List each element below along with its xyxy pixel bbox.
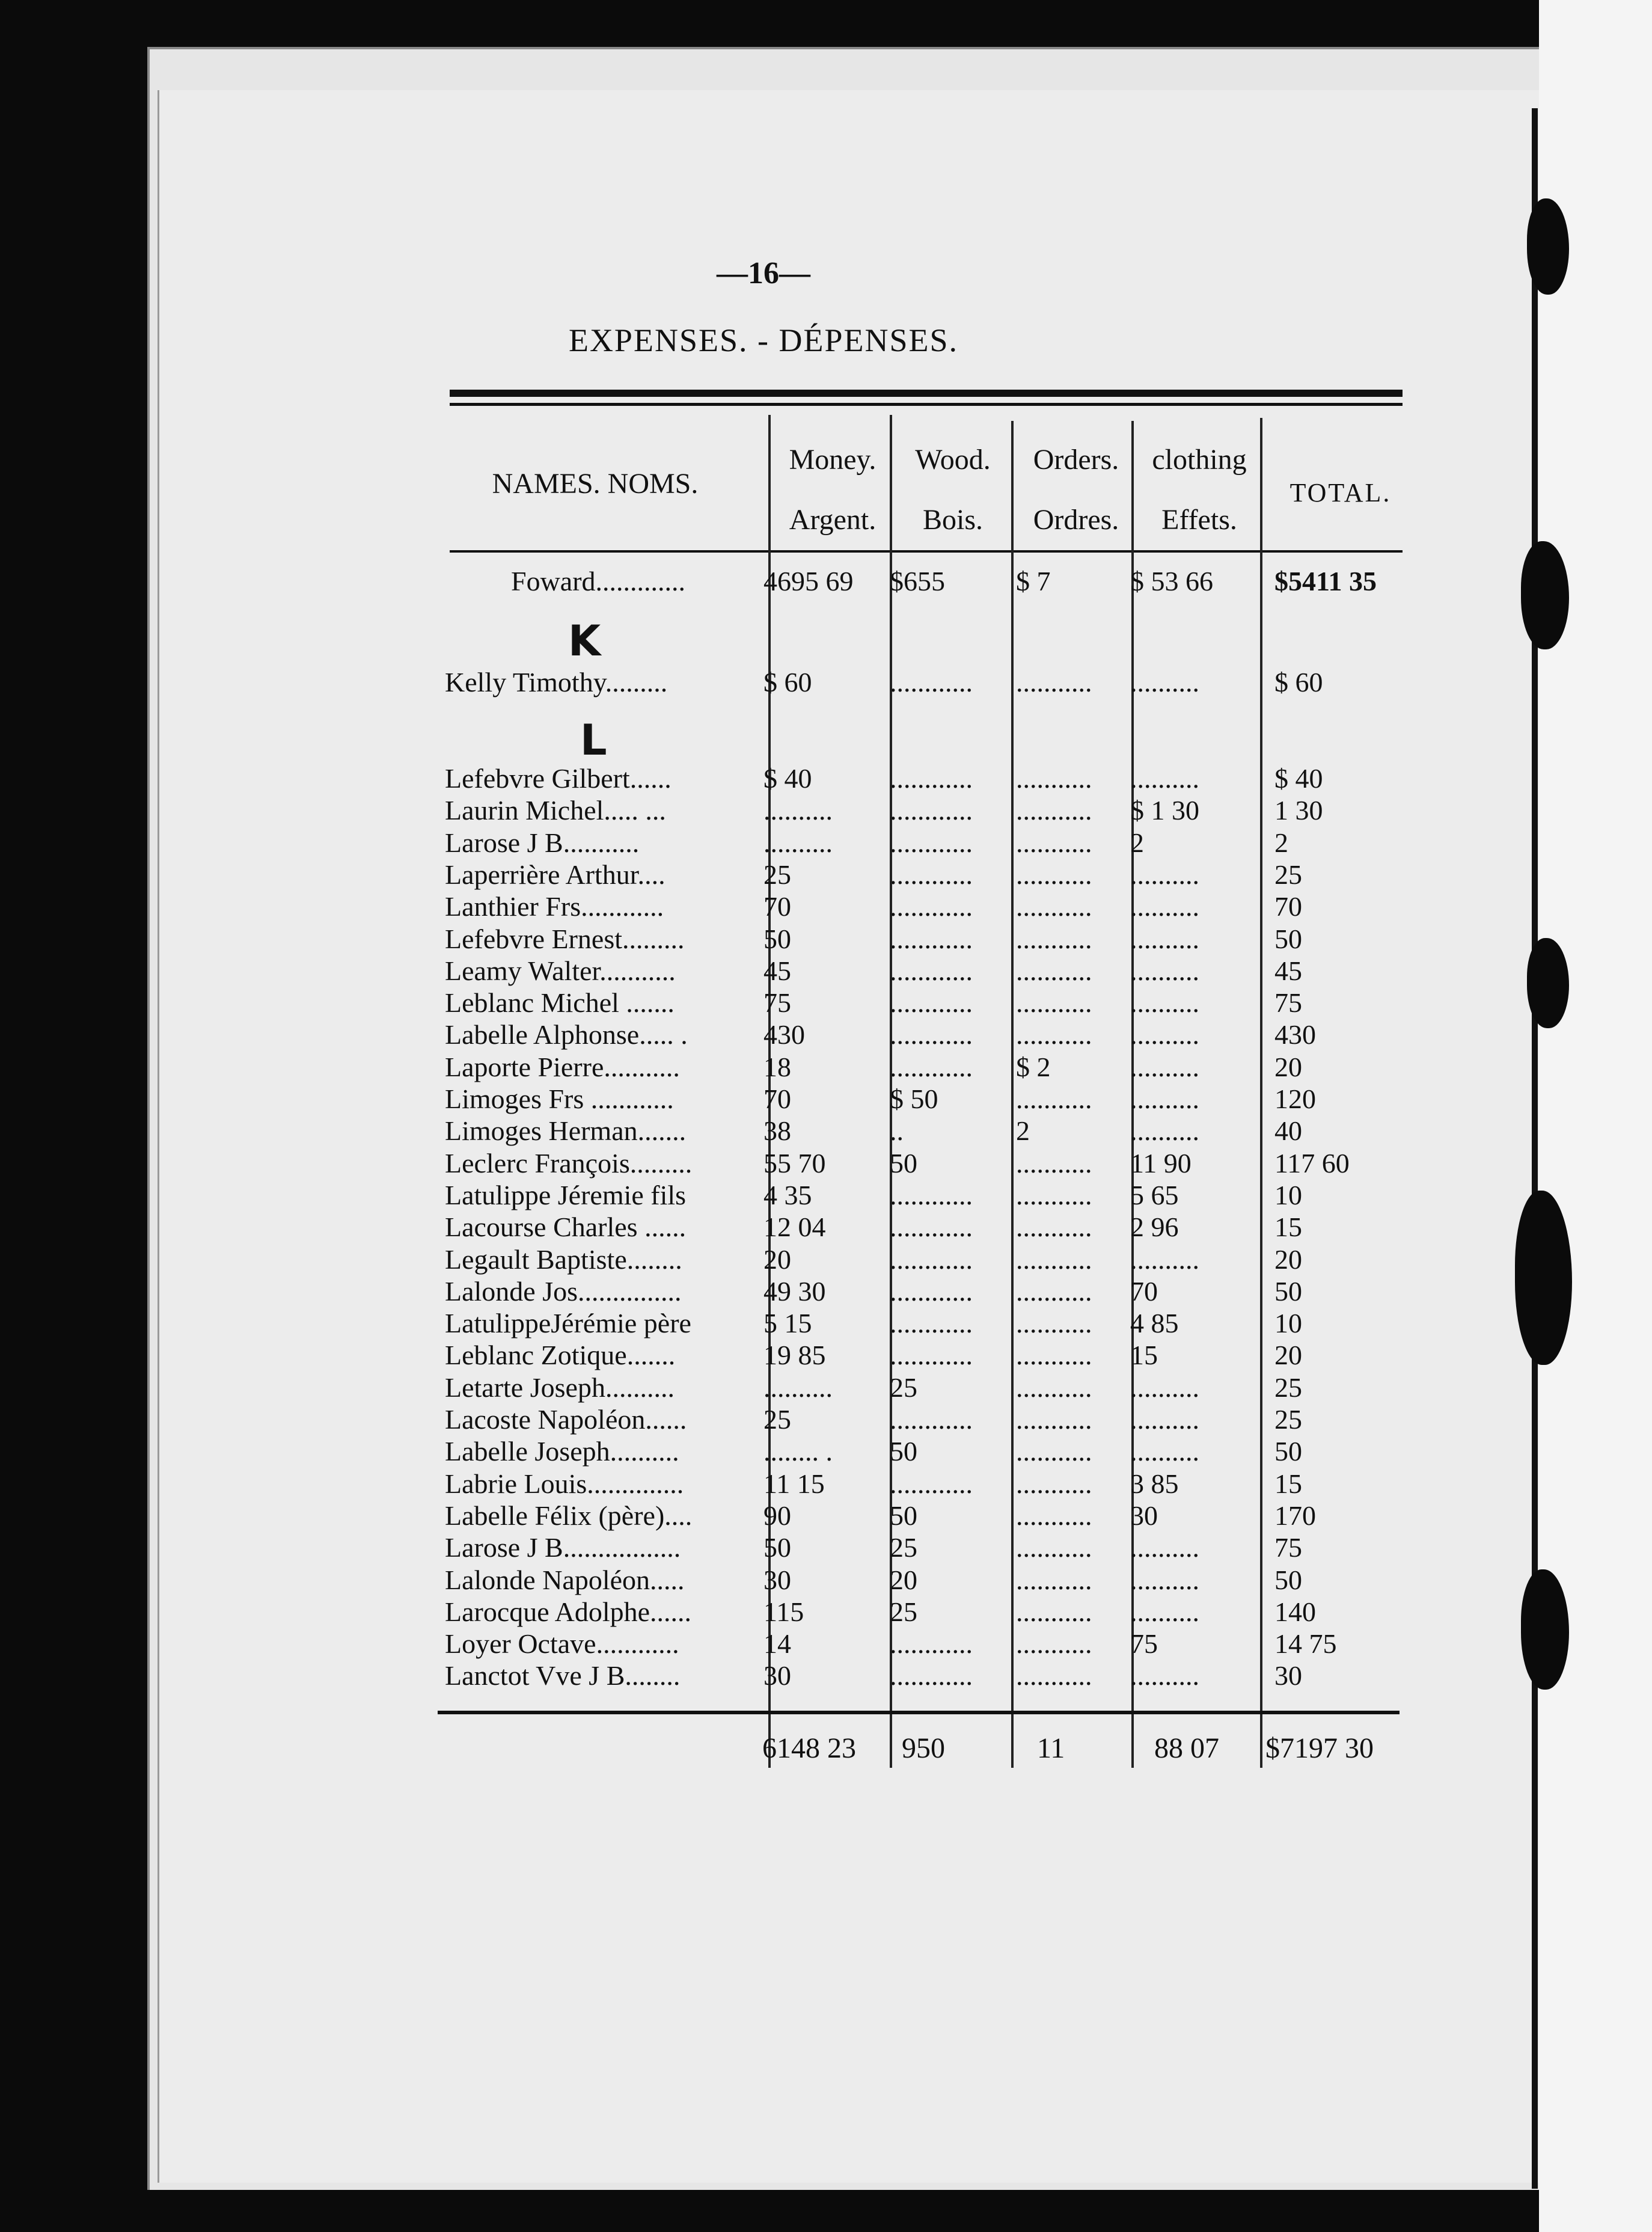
row-clothing: .......... (1130, 1660, 1199, 1691)
row-name: LatulippeJérémie père (445, 1308, 691, 1339)
total-wood: 950 (902, 1732, 945, 1764)
row-money: .......... (763, 1372, 833, 1403)
row-name: Laporte Pierre........... (445, 1051, 680, 1082)
section-letter-k: K (568, 616, 601, 666)
row-orders: ........... (1016, 859, 1092, 890)
row-orders: ........... (1016, 1596, 1092, 1627)
row-money: 50 (763, 923, 791, 954)
row-name: Leamy Walter........... (445, 955, 676, 986)
row-wood: ............ (890, 1051, 973, 1082)
row-clothing: .......... (1130, 1436, 1199, 1467)
row-name: Kelly Timothy......... (445, 667, 668, 698)
forward-row (0, 565, 1443, 598)
row-name: Lanctot Vve J B........ (445, 1660, 681, 1691)
row-name: Lanthier Frs............ (445, 891, 664, 922)
row-name: Laperrière Arthur.... (445, 859, 665, 890)
row-name: Labrie Louis.............. (445, 1468, 684, 1499)
table-row (0, 859, 1443, 891)
row-clothing: .......... (1130, 1084, 1199, 1114)
row-total: 25 (1274, 859, 1302, 890)
table-row (0, 955, 1443, 987)
row-total: 25 (1274, 1404, 1302, 1435)
table-row (0, 1243, 1443, 1276)
orders-header (1016, 442, 1136, 538)
row-wood: ............ (890, 1308, 973, 1339)
row-clothing: .......... (1130, 1051, 1199, 1082)
row-orders: ........... (1016, 987, 1092, 1019)
row-total: 20 (1274, 1243, 1302, 1275)
row-money: 70 (763, 891, 791, 922)
row-money: 25 (763, 859, 791, 890)
row-money: .......... (763, 795, 833, 826)
row-name: Legault Baptiste........ (445, 1243, 682, 1275)
row-money: 5 15 (763, 1308, 812, 1339)
table-row (0, 794, 1443, 827)
table-row (0, 1403, 1443, 1436)
forward-total: $5411 35 (1274, 566, 1377, 596)
row-clothing: 15 (1130, 1340, 1158, 1371)
row-wood: 25 (890, 1372, 917, 1403)
row-wood: ............ (890, 859, 973, 890)
row-wood: ............ (890, 1019, 973, 1050)
row-name: Larocque Adolphe...... (445, 1596, 692, 1627)
row-clothing: .......... (1130, 1596, 1199, 1627)
page-number: —16— (717, 256, 810, 290)
row-clothing: 5 65 (1130, 1179, 1179, 1210)
row-orders: ........... (1016, 1019, 1092, 1050)
row-wood: $ 50 (890, 1084, 938, 1114)
row-wood: .. (890, 1115, 904, 1147)
row-clothing: .......... (1130, 1372, 1199, 1403)
row-wood: 50 (890, 1500, 917, 1531)
section-letter-l: L (580, 716, 607, 765)
row-wood: 20 (890, 1564, 917, 1595)
row-orders: ........... (1016, 1500, 1092, 1531)
row-total: 1 30 (1274, 795, 1323, 826)
row-wood: ............ (890, 1179, 973, 1210)
wood-header-en: Wood. (915, 444, 991, 476)
row-name: Lefebvre Ernest......... (445, 923, 685, 954)
table-row (0, 987, 1443, 1019)
total-clothing: 88 07 (1154, 1732, 1219, 1764)
row-money: 115 (763, 1596, 804, 1627)
row-money: 12 04 (763, 1212, 826, 1243)
row-wood: ............ (890, 1275, 973, 1307)
row-total: 50 (1274, 923, 1302, 954)
row-name: Leblanc Michel ....... (445, 987, 675, 1019)
row-money: 75 (763, 987, 791, 1019)
row-total: 75 (1274, 987, 1302, 1019)
row-money: 30 (763, 1564, 791, 1595)
table-row (0, 762, 1443, 795)
row-name: Lalonde Napoléon..... (445, 1564, 685, 1595)
table-row (0, 1531, 1443, 1564)
row-wood: ............ (890, 1212, 973, 1243)
forward-name: Foward............. (511, 566, 686, 596)
row-total: 75 (1274, 1532, 1302, 1563)
table-row (0, 666, 1443, 699)
row-wood: ............ (890, 1340, 973, 1371)
row-total: 2 (1274, 827, 1288, 858)
row-wood: ............ (890, 987, 973, 1019)
table-row (0, 1660, 1443, 1692)
row-wood: ............ (890, 1660, 973, 1691)
row-total: 50 (1274, 1436, 1302, 1467)
names-header: NAMES. NOMS. (492, 468, 699, 500)
row-wood: ............ (890, 955, 973, 986)
row-wood: ............ (890, 1628, 973, 1660)
table-row (0, 1339, 1443, 1372)
row-orders: ........... (1016, 1179, 1092, 1210)
row-orders: ........... (1016, 1212, 1092, 1243)
row-orders: ........... (1016, 1564, 1092, 1595)
row-total: 45 (1274, 955, 1302, 986)
page-title: EXPENSES. - DÉPENSES. (568, 322, 959, 358)
row-total: 50 (1274, 1275, 1302, 1307)
row-clothing: .......... (1130, 1243, 1199, 1275)
row-total: 30 (1274, 1660, 1302, 1691)
forward-wood: $655 (890, 566, 945, 596)
row-orders: ........... (1016, 923, 1092, 954)
table-row (0, 1564, 1443, 1596)
row-clothing: 75 (1130, 1628, 1158, 1660)
row-orders: ........... (1016, 1660, 1092, 1691)
table-row (0, 1435, 1443, 1468)
row-name: Labelle Joseph.......... (445, 1436, 679, 1467)
row-name: Lefebvre Gilbert...... (445, 763, 672, 794)
row-orders: ........... (1016, 1147, 1092, 1179)
row-orders: ........... (1016, 1628, 1092, 1660)
row-total: 120 (1274, 1084, 1316, 1114)
table-row (0, 1019, 1443, 1051)
row-name: Letarte Joseph.......... (445, 1372, 675, 1403)
total-money: 6148 23 (762, 1732, 856, 1764)
table-row (0, 1115, 1443, 1147)
row-clothing: .......... (1130, 1115, 1199, 1147)
clothing-header-en: clothing (1152, 444, 1247, 476)
row-clothing: .......... (1130, 891, 1199, 922)
row-wood: 25 (890, 1596, 917, 1627)
row-orders: ........... (1016, 1372, 1092, 1403)
row-total: 25 (1274, 1372, 1302, 1403)
money-header (772, 442, 893, 538)
row-clothing: 4 85 (1130, 1308, 1179, 1339)
row-clothing: 30 (1130, 1500, 1158, 1531)
row-name: Lacoste Napoléon...... (445, 1404, 687, 1435)
row-orders: ........... (1016, 1468, 1092, 1499)
row-wood: ............ (890, 795, 973, 826)
grand-total: $7197 30 (1265, 1732, 1374, 1764)
row-orders: ........... (1016, 1275, 1092, 1307)
row-name: Leclerc François......... (445, 1147, 693, 1179)
row-orders: ........... (1016, 1243, 1092, 1275)
row-total: $ 40 (1274, 763, 1323, 794)
table-row (0, 1372, 1443, 1404)
row-orders: $ 2 (1016, 1051, 1051, 1082)
wood-header-fr: Bois. (922, 504, 984, 536)
row-clothing: 70 (1130, 1275, 1158, 1307)
money-header-fr: Argent. (789, 504, 876, 536)
row-wood: 25 (890, 1532, 917, 1563)
row-orders: ........... (1016, 1532, 1092, 1563)
header-rule-thick (450, 390, 1403, 397)
row-clothing: .......... (1130, 955, 1199, 986)
table-row (0, 891, 1443, 923)
row-wood: ............ (890, 1468, 973, 1499)
row-orders: ........... (1016, 795, 1092, 826)
table-row (0, 1051, 1443, 1084)
row-money: 55 70 (763, 1147, 826, 1179)
row-orders: 2 (1016, 1115, 1030, 1147)
row-orders: ........... (1016, 827, 1092, 858)
row-clothing: .......... (1130, 763, 1199, 794)
row-money: 25 (763, 1404, 791, 1435)
row-wood: ............ (890, 763, 973, 794)
row-clothing: .......... (1130, 987, 1199, 1019)
orders-header-en: Orders. (1033, 444, 1119, 476)
row-money: 90 (763, 1500, 791, 1531)
table-row (0, 1147, 1443, 1180)
table-row (0, 1275, 1443, 1308)
row-name: Limoges Herman....... (445, 1115, 687, 1147)
table-row (0, 1628, 1443, 1660)
row-clothing: 11 90 (1130, 1147, 1192, 1179)
row-clothing: .......... (1130, 1564, 1199, 1595)
row-name: Labelle Alphonse..... . (445, 1019, 688, 1050)
row-wood: ............ (890, 923, 973, 954)
row-orders: ........... (1016, 1308, 1092, 1339)
table-row (0, 1211, 1443, 1243)
row-orders: ........... (1016, 1404, 1092, 1435)
wood-header (896, 442, 1010, 538)
page-binding-edge (1532, 108, 1538, 2189)
row-money: 49 30 (763, 1275, 826, 1307)
row-total: $ 60 (1274, 667, 1323, 698)
row-wood: ............ (890, 667, 973, 698)
row-name: Latulippe Jéremie fils (445, 1179, 687, 1210)
row-name: Laurin Michel..... ... (445, 795, 666, 826)
row-money: 14 (763, 1628, 791, 1660)
table-row (0, 1500, 1443, 1532)
table-row (0, 1468, 1443, 1500)
row-total: 140 (1274, 1596, 1316, 1627)
forward-orders: $ 7 (1016, 566, 1051, 596)
row-name: Larose J B................. (445, 1532, 681, 1563)
row-money: 70 (763, 1084, 791, 1114)
row-orders: ........... (1016, 1084, 1092, 1114)
clothing-header-fr: Effets. (1161, 504, 1237, 536)
row-orders: ........... (1016, 1340, 1092, 1371)
row-money: $ 60 (763, 667, 812, 698)
row-name: Loyer Octave............ (445, 1628, 679, 1660)
row-clothing: .......... (1130, 923, 1199, 954)
row-money: 45 (763, 955, 791, 986)
row-clothing: .......... (1130, 1404, 1199, 1435)
row-money: $ 40 (763, 763, 812, 794)
orders-header-fr: Ordres. (1033, 504, 1119, 536)
row-clothing: 3 85 (1130, 1468, 1179, 1499)
row-name: Larose J B........... (445, 827, 640, 858)
row-wood: 50 (890, 1147, 917, 1179)
row-total: 20 (1274, 1340, 1302, 1371)
row-money: 18 (763, 1051, 791, 1082)
row-money: 430 (763, 1019, 805, 1050)
row-money: 38 (763, 1115, 791, 1147)
row-orders: ........... (1016, 763, 1092, 794)
clothing-header (1136, 442, 1262, 538)
row-clothing: $ 1 30 (1130, 795, 1199, 826)
row-money: 4 35 (763, 1179, 812, 1210)
row-money: 50 (763, 1532, 791, 1563)
row-name: Limoges Frs ............ (445, 1084, 674, 1114)
money-header-en: Money. (789, 444, 876, 476)
table-row (0, 827, 1443, 859)
row-clothing: .......... (1130, 667, 1199, 698)
row-total: 15 (1274, 1468, 1302, 1499)
row-wood: 50 (890, 1436, 917, 1467)
row-total: 70 (1274, 891, 1302, 922)
table-row (0, 923, 1443, 955)
row-wood: ............ (890, 827, 973, 858)
table-row (0, 1083, 1443, 1115)
total-header: TOTAL. (1289, 478, 1392, 507)
totals-rule (438, 1711, 1400, 1714)
row-clothing: 2 96 (1130, 1212, 1179, 1243)
row-total: 117 60 (1274, 1147, 1350, 1179)
row-total: 50 (1274, 1564, 1302, 1595)
row-money: 11 15 (763, 1468, 825, 1499)
forward-money: 4695 69 (763, 566, 854, 596)
row-money: .......... (763, 827, 833, 858)
row-total: 15 (1274, 1212, 1302, 1243)
row-total: 170 (1274, 1500, 1316, 1531)
row-clothing: .......... (1130, 1532, 1199, 1563)
row-wood: ............ (890, 1243, 973, 1275)
row-total: 10 (1274, 1308, 1302, 1339)
row-name: Labelle Félix (père).... (445, 1500, 693, 1531)
row-wood: ............ (890, 1404, 973, 1435)
row-total: 14 75 (1274, 1628, 1337, 1660)
row-money: 30 (763, 1660, 791, 1691)
row-name: Leblanc Zotique....... (445, 1340, 676, 1371)
row-orders: ........... (1016, 1436, 1092, 1467)
table-row (0, 1179, 1443, 1212)
table-row (0, 1307, 1443, 1340)
row-total: 40 (1274, 1115, 1302, 1147)
row-orders: ........... (1016, 891, 1092, 922)
row-total: 20 (1274, 1051, 1302, 1082)
row-money: 19 85 (763, 1340, 826, 1371)
row-total: 10 (1274, 1179, 1302, 1210)
forward-clothing: $ 53 66 (1130, 566, 1213, 596)
adjacent-page-edge (1539, 0, 1652, 2232)
table-row (0, 1596, 1443, 1628)
row-clothing: 2 (1130, 827, 1144, 858)
row-money: ........ . (763, 1436, 833, 1467)
header-rule-thin (450, 403, 1403, 406)
row-wood: ............ (890, 891, 973, 922)
row-orders: ........... (1016, 955, 1092, 986)
total-orders: 11 (1037, 1732, 1065, 1764)
row-orders: ........... (1016, 667, 1092, 698)
row-clothing: .......... (1130, 1019, 1199, 1050)
row-total: 430 (1274, 1019, 1316, 1050)
row-money: 20 (763, 1243, 791, 1275)
row-name: Lalonde Jos............... (445, 1275, 682, 1307)
row-name: Lacourse Charles ...... (445, 1212, 687, 1243)
row-clothing: .......... (1130, 859, 1199, 890)
